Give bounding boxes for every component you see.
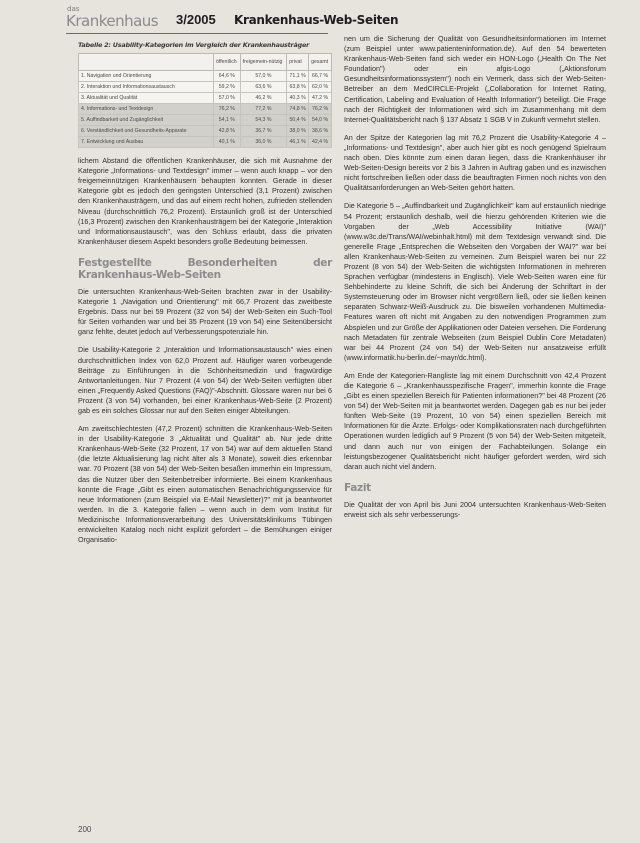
table-cell: 54,0 %: [309, 115, 332, 126]
table-cell: 66,7 %: [309, 71, 332, 82]
body-paragraph: Am zweitschlechtesten (47,2 Prozent) schnitten die Krankenhaus-Web-Seiten in der Usability-Kategorie 3 „Aktualität und Qualität" ab. Nur jede dritte Krankenhaus-Web-Seite (32 Prozent, 17 von 54) war auf dem aktuellen Stand (die letzte Aktualisierung lag nicht älter als 3 Monate), soweit dies erkennbar war. 70 Prozent (38 von 54) der Web-Seiten besaßen immerhin ein Impressum, das die Nutzer über den Seitenbetreiber informierte. Bei einem Krankenhaus konnte die Frage „Gibt es einen automatischen Benachrichtigungsservice für neue Informationen (zum Beispiel via E-Mail Newsletter)?" mit ja beantwortet werden. In die 3. Kategorie fallen – wenn auch in dem vom Institut für Medizinische Informationsverarbeitung des Universitätsklinikums Tübingen entwickelten Katalog noch nicht explizit gefordert – die Bemühungen einiger Organisatio-: [78, 424, 332, 545]
table-header-cell: [79, 54, 214, 71]
magazine-logo: [66, 4, 158, 32]
table-cell: 74,8 %: [287, 104, 309, 115]
table-header-cell: gesamt: [309, 54, 332, 71]
table-header-cell: öffentlich: [214, 54, 241, 71]
body-paragraph: An der Spitze der Kategorien lag mit 76,2 Prozent die Usability-Kategorie 4 – „Informations- und Textdesign", aber auch hier gibt es noch genügend Spielraum nach oben. Dies könnte zum einen daran liegen, dass die Krankenhäuser ihr Web-Seiten-Design bereits vor 2 bis 3 Jahren in Auftrag gaben und es inzwischen nicht fortschreiben ließen oder dass die beauftragten Firmen noch nichts von den Qualitätsanforderungen an Web-Seiten gehört hatten.: [344, 132, 606, 193]
table-cell: 42,4 %: [309, 137, 332, 148]
table-row-label: 2. Interaktion und Informationsaustausch: [79, 82, 214, 93]
section-title: Krankenhaus-Web-Seiten: [234, 13, 399, 27]
table-row: [79, 93, 332, 104]
table-cell: 40,3 %: [287, 93, 309, 104]
table-cell: 71,1 %: [287, 71, 309, 82]
table-row-label: 7. Entwicklung und Ausbau: [79, 137, 214, 148]
table-cell: 76,2 %: [214, 104, 241, 115]
table-header-row: [79, 54, 332, 71]
table-cell: 36,0 %: [240, 137, 287, 148]
table-cell: 36,7 %: [240, 126, 287, 137]
body-paragraph: Die Qualität der von April bis Juni 2004 untersuchten Krankenhaus-Web-Seiten erweist sich als sehr verbesserungs-: [344, 499, 606, 519]
body-paragraph: lichem Abstand die öffentlichen Krankenhäuser, die sich mit Ausnahme der Kategorie „Informations- und Textdesign" immer – wenn auch knapp – vor den freigemeinnützigen Krankenhäusern behaupten konnten. Gerade in dieser Kategorie gibt es jedoch den geringsten Unterschied (3,1 Prozent) zwischen den Krankenhausträgern, und das auf einem recht hohen, zufrieden stellenden Niveau (durchschnittlich 76,2 Prozent). Erstaunlich groß ist der Unterschied (16,3 Prozent) zwischen den Krankenhausträgern bei der Kategorie „Interaktion und Informationsaustausch", was den Schluss erlaubt, dass die privaten Krankenhäuser diesem Aspekt besonders große Bedeutung beimessen.: [78, 156, 332, 246]
section-heading: Festgestellte Besonderheiten der Krankenhaus-Web-Seiten: [78, 256, 332, 281]
table-row-label: 3. Aktualität und Qualität: [79, 93, 214, 104]
table-cell: 38,6 %: [309, 126, 332, 137]
table-cell: 46,2 %: [240, 93, 287, 104]
header-divider: [66, 33, 328, 34]
usability-table: [78, 53, 332, 148]
table-row: [79, 137, 332, 148]
table-cell: 76,2 %: [309, 104, 332, 115]
page-header: [66, 4, 626, 34]
table-cell: 54,1 %: [214, 115, 241, 126]
table-cell: 50,4 %: [287, 115, 309, 126]
table-row: [79, 82, 332, 93]
table-cell: 63,6 %: [240, 82, 287, 93]
table-cell: 77,2 %: [240, 104, 287, 115]
left-column: [78, 40, 332, 553]
table-cell: 62,0 %: [309, 82, 332, 93]
table-row: [79, 126, 332, 137]
table-cell: 63,8 %: [287, 82, 309, 93]
right-column: [344, 34, 606, 528]
table-cell: 47,2 %: [309, 93, 332, 104]
table-cell: 64,6 %: [214, 71, 241, 82]
table-cell: 38,0 %: [287, 126, 309, 137]
table-cell: 46,1 %: [287, 137, 309, 148]
page-number: 200: [78, 825, 92, 834]
table-cell: 42,8 %: [214, 126, 241, 137]
section-heading-fazit: Fazit: [344, 481, 371, 494]
table-cell: 57,0 %: [240, 71, 287, 82]
body-paragraph: Die untersuchten Krankenhaus-Web-Seiten brachten zwar in der Usability-Kategorie 1 „Navigation und Orientierung" mit 66,7 Prozent das zweitbeste Ergebnis. Dass nur bei 59 Prozent (32 von 54) der Web-Seiten ein Such-Tool für Seiten vorhanden war und bei 35 Prozent (19 von 54) eine Seitenübersicht ganz fehlte, deutet jedoch auf Verbesserungspotenziale hin.: [78, 286, 332, 337]
table-title: Tabelle 2: Usability-Kategorien im Vergleich der Krankenhausträger: [78, 41, 310, 49]
table-row-label: 1. Navigation und Orientierung: [79, 71, 214, 82]
table-cell: 40,1 %: [214, 137, 241, 148]
table-row: [79, 104, 332, 115]
table-row-label: 6. Verständlichkeit und Gesundheits-Apparate: [79, 126, 214, 137]
table-header-cell: privat: [287, 54, 309, 71]
logo-name: Krankenhaus: [66, 12, 159, 30]
table-row: [79, 115, 332, 126]
table-cell: 57,0 %: [214, 93, 241, 104]
body-paragraph: Am Ende der Kategorien-Rangliste lag mit einem Durchschnitt von 42,4 Prozent die Kategorie 6 – „Krankenhausspezifische Fragen", immerhin konnte die Frage „Gibt es einen speziellen Bereich für Patienten informationen?" bei 48 Prozent (26 von 54) der Web-Seiten mit ja beantwortet werden. Dagegen gab es nur bei jeder fünften Web-Seite (19 Prozent, 10 von 54) einen speziellen Bereich mit Informationen für die Ärzte. Erfolgs- oder Komplikationsraten nach durchgeführten Operationen wurden lediglich auf 9 Prozent (5 von 54) der Web-Seiten mitgeteilt, und dann auch nur von einigen der Fachabteilungen. Solange ein leistungsbezogener Qualitätsbericht nicht häufiger gefordert werden, wird sich daran auch nicht viel ändern.: [344, 370, 606, 471]
issue-number: 3/2005: [176, 12, 216, 27]
body-paragraph: Die Usability-Kategorie 2 „Interaktion und Informationsaustausch" wies einen durchschnittlichen Index von 62,0 Prozent auf. Häufiger waren vorbeugende Beiträge zu Einführungen in die Schönheitsmedizin und fragwürdige Antwortanleitungen. Nur 7 Prozent (4 von 54) der Web-Seiten verfügten über einen „Frequently Asked Questions (FAQ)"-Abschnitt. Glossare waren nur bei 6 Prozent (3 von 54) vorhanden, bei einer Krankenhaus-Web-Seite (2 Prozent) gab es ein solches Glossar nur auf den Seiten einiger Abteilungen.: [78, 345, 332, 415]
table-cell: 59,2 %: [214, 82, 241, 93]
body-paragraph: Die Kategorie 5 – „Auffindbarkeit und Zugänglichkeit" kam auf erstaunlich niedrige 54 Prozent; erstaunlich deshalb, weil die hierzu gehörenden Kriterien wie die Vorgaben der „Web Accessibility Initiative (WAI)" (www.w3c.de/Trans/WAI/webinhalt.html) mit dem Textdesign verwandt sind. Die generelle Frage „Entsprechen die Webseiten den Vorgaben der WAI?" war bei allen Krankenhaus-Web-Seiten zu verneinen. Zum Beispiel waren bei nur 22 Prozent (8 von 54) der Web-Seiten die wichtigsten Informationen in mehreren Sprachen verfügbar (mindestens in Englisch). Viele Web-Seiten waren eine für Sehbehinderte zu kleine Schrift, die sich bei Änderung der Schriftart in der Systemsteuerung oder im Browser nicht vergrößern ließ, oder sie ließen keinen separaten Schwarz-Weiß-Ausdruck zu. Die bisweilen vorhandenen Multimedia-Features waren oft nicht mit Angaben zu den notwendigen Programmen zum Abspielen und zur Größe der Applikationen oder Dateien versehen. Die Forderung nach Metadaten für zentrale Webseiten (zum Beispiel Dublin Core Metadaten) war bei 44 Prozent (24 von 54) der Web-Seiten nur ansatzweise erfüllt (www.informatik.hu-berlin.de/~mayr/dc.html).: [344, 201, 606, 362]
table-row: [79, 71, 332, 82]
body-paragraph: nen um die Sicherung der Qualität von Gesundheitsinformationen im Internet (zum Beispiel unter www.patienteninformation.de). Auf den 54 bewerteten Krankenhaus-Web-Seiten fand sich weder ein HON-Logo („Health On The Net Foundation") oder ein afgis-Logo („Aktionsforum Gesundheitsinformationssystem") noch ein Vermerk, dass sich der Web-Seiten-Betreiber an dem MedCIRCLE-Projekt („Collaboration for Internet Rating, Certification, Labeling and Evaluation of Health Information") beteiligt. Die Frage nach der Richtigkeit der Informationen wird sich im Zusammenhang mit dem Internet-Qualitätsbericht nach § 137 Absatz 1 SGB V in Zukunft vermehrt stellen.: [344, 34, 606, 124]
table-row-label: 5. Auffindbarkeit und Zugänglichkeit: [79, 115, 214, 126]
table-row-label: 4. Informations- und Textdesign: [79, 104, 214, 115]
logo-das: das: [67, 5, 80, 13]
table-cell: 54,3 %: [240, 115, 287, 126]
table-header-cell: freigemein-nützig: [240, 54, 287, 71]
